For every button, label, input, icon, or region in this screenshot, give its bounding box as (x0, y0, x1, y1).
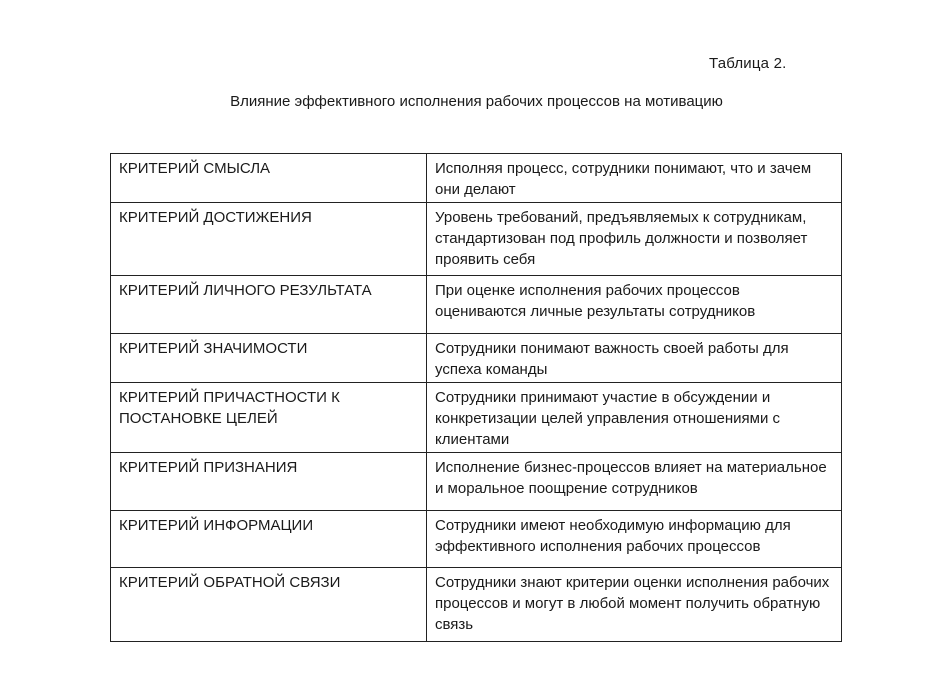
description-cell: Сотрудники принимают участие в обсуждении и конкретизации целей управления отношениями с клиентами (427, 383, 842, 453)
description-cell: Уровень требований, предъявляемых к сотрудникам, стандартизован под профиль должности и позволяет проявить себя (427, 203, 842, 276)
description-cell: Сотрудники понимают важность своей работы для успеха команды (427, 334, 842, 383)
description-cell: Исполнение бизнес-процессов влияет на материальное и моральное поощрение сотрудников (427, 453, 842, 511)
document-title: Влияние эффективного исполнения рабочих процессов на мотивацию (230, 93, 723, 110)
table-row (111, 203, 842, 276)
criteria-table (110, 153, 842, 642)
table-row (111, 334, 842, 383)
description-cell: Исполняя процесс, сотрудники понимают, что и зачем они делают (427, 154, 842, 203)
criterion-cell: КРИТЕРИЙ ИНФОРМАЦИИ (111, 511, 427, 568)
description-cell: При оценке исполнения рабочих процессов оцениваются личные результаты сотрудников (427, 276, 842, 334)
table-number-label: Таблица 2. (709, 55, 787, 72)
criterion-cell: КРИТЕРИЙ ДОСТИЖЕНИЯ (111, 203, 427, 276)
criterion-cell: КРИТЕРИЙ ПРИЧАСТНОСТИ К ПОСТАНОВКЕ ЦЕЛЕЙ (111, 383, 427, 453)
table-row (111, 154, 842, 203)
table-row (111, 453, 842, 511)
criterion-cell: КРИТЕРИЙ ЛИЧНОГО РЕЗУЛЬТАТА (111, 276, 427, 334)
table-row (111, 511, 842, 568)
table-row (111, 568, 842, 642)
criterion-cell: КРИТЕРИЙ ОБРАТНОЙ СВЯЗИ (111, 568, 427, 642)
description-cell: Сотрудники знают критерии оценки исполнения рабочих процессов и могут в любой момент получить обратную связь (427, 568, 842, 642)
table-row (111, 383, 842, 453)
criterion-cell: КРИТЕРИЙ ПРИЗНАНИЯ (111, 453, 427, 511)
table-row (111, 276, 842, 334)
criterion-cell: КРИТЕРИЙ ЗНАЧИМОСТИ (111, 334, 427, 383)
criterion-cell: КРИТЕРИЙ СМЫСЛА (111, 154, 427, 203)
description-cell: Сотрудники имеют необходимую информацию для эффективного исполнения рабочих процессов (427, 511, 842, 568)
